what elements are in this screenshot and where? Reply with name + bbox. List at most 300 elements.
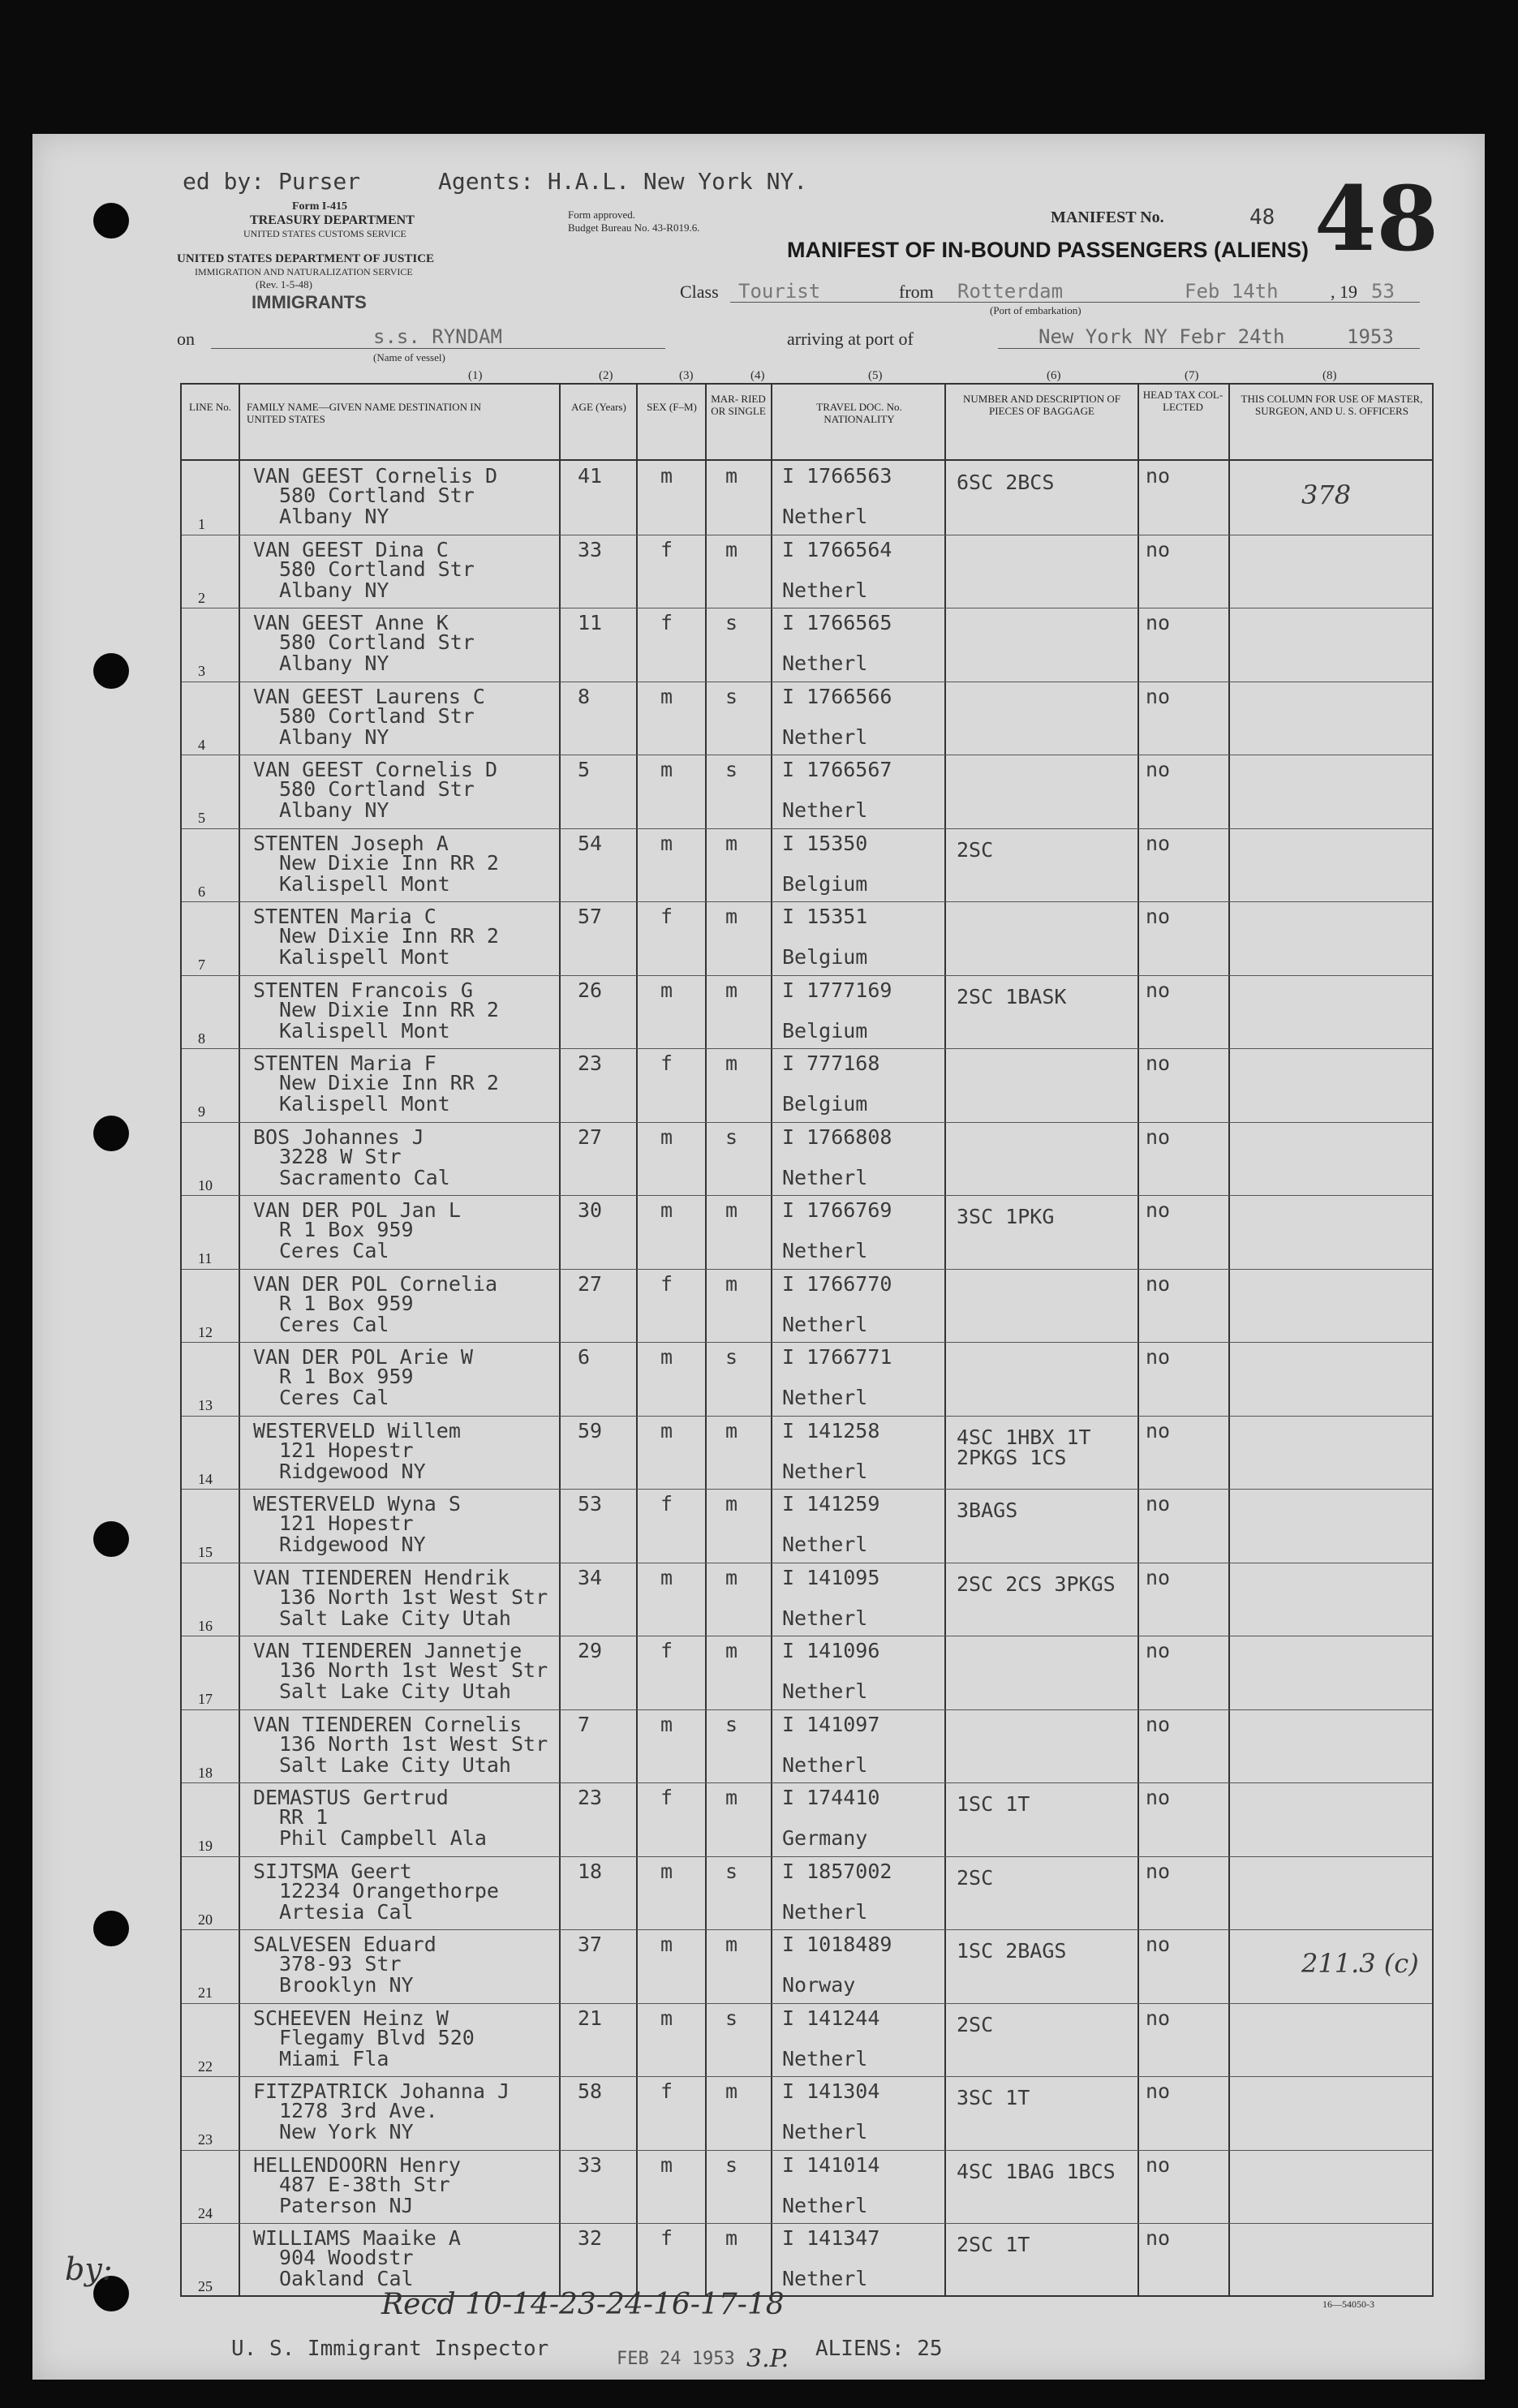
cell-nat: Netherl [782,578,868,602]
cell-doc: I 141097 [782,1712,880,1736]
table-row [182,2003,1432,2076]
cell-bag: 6SC 2BCS [957,471,1055,494]
table-row [182,2223,1432,2296]
line-number: 1 [198,516,205,532]
cell-nat: Netherl [782,725,868,749]
table-row [182,901,1432,974]
cell-tax: no [1146,1124,1171,1149]
cell-addr2: Albany NY [279,651,389,675]
line-number: 8 [198,1030,205,1047]
cell-addr1: 1278 3rd Ave. [279,2099,438,2122]
cell-addr1: 580 Cortland Str [279,703,475,728]
cell-tax: no [1146,1198,1171,1222]
cell-name: FITZPATRICK Johanna J [253,2079,510,2103]
col-baggage: NUMBER AND DESCRIPTION OF PIECES OF BAGGAGE [963,393,1120,417]
cell-bag: 4SC 1BAG 1BCS [957,2159,1116,2183]
cell-age: 41 [578,464,603,488]
table-row [182,1929,1432,2002]
cell-bag: 2SC 1T [957,2233,1030,2256]
cell-doc: I 15351 [782,905,868,928]
cell-age: 18 [578,1859,603,1883]
line-number: 16 [198,1617,213,1634]
cell-age: 34 [578,1565,603,1589]
manifest-no-typed: 48 [1249,205,1275,230]
table-row [182,682,1432,755]
line-number: 25 [198,2278,213,2294]
cell-age: 54 [578,831,603,855]
cell-doc: I 141347 [782,2226,880,2250]
cell-tax: no [1146,1345,1171,1369]
cell-age: 29 [578,1639,603,1662]
aliens-count: ALIENS: 25 [815,2337,943,2361]
cell-doc: I 1777169 [782,978,892,1002]
cell-ms: s [725,1345,738,1369]
col-officers: THIS COLUMN FOR USE OF MASTER, SURGEON, AND U. S. OFFICERS [1241,393,1423,417]
cell-name: HELLENDOORN Henry [253,2152,461,2177]
cell-addr2: Ridgewood NY [279,1533,426,1556]
cell-sex: m [660,1565,673,1589]
cell-ms: m [725,2079,738,2103]
cell-doc: I 174410 [782,1786,880,1809]
cell-addr1: R 1 Box 959 [279,1291,414,1315]
cell-ms: m [725,464,738,488]
embark-year: 53 [1371,280,1395,303]
cell-nat: Belgium [782,1018,868,1043]
cell-sex: f [660,537,673,561]
arrival-underline [998,348,1420,349]
cell-tax: no [1146,1933,1171,1956]
cell-note: 378 [1301,479,1352,510]
cell-name: VAN GEEST Dina C [253,537,449,561]
cell-nat: Belgium [782,945,868,969]
cell-bag: 3BAGS [957,1499,1018,1522]
col-sex: SEX (F–M) [647,401,697,413]
cell-addr1: R 1 Box 959 [279,1365,414,1388]
handled-by: ed by: Purser [183,168,361,195]
table-row [182,828,1432,901]
cell-sex: m [660,978,673,1002]
line-number: 10 [198,1176,213,1193]
cell-addr1: New Dixie Inn RR 2 [279,1071,499,1094]
cell-doc: I 141244 [782,2006,880,2030]
cell-name: SCHEEVEN Heinz W [253,2006,449,2030]
cell-addr1: 121 Hopestr [279,1438,414,1462]
cell-name: WILLIAMS Maaike A [253,2226,461,2250]
cell-age: 11 [578,611,603,634]
punch-hole [93,1911,129,1946]
cell-name: VAN GEEST Cornelis D [253,464,498,488]
line-number: 13 [198,1397,213,1413]
form-code: 16—54050-3 [1322,2298,1374,2310]
line-number: 22 [198,2058,213,2075]
cell-tax: no [1146,1859,1171,1883]
cell-nat: Belgium [782,1092,868,1116]
cell-doc: I 1766567 [782,758,892,781]
cell-tax: no [1146,2152,1171,2177]
cell-name: VAN DER POL Jan L [253,1198,461,1222]
cell-name: VAN DER POL Arie W [253,1345,473,1369]
line-number: 14 [198,1470,213,1487]
cell-name: VAN GEEST Laurens C [253,684,485,708]
cell-addr2: Artesia Cal [279,1899,414,1924]
date-stamp: FEB 24 1953 [617,2349,735,2369]
form-number: Form I-415 [292,200,348,213]
cell-addr1: 3228 W Str [279,1144,402,1168]
year-prefix: , 19 [1331,282,1357,302]
cell-doc: I 1766566 [782,684,892,708]
budget-bureau: Budget Bureau No. 43-R019.6. [568,221,700,234]
treasury-dept: TREASURY DEPARTMENT [250,213,415,227]
cell-addr2: Albany NY [279,725,389,749]
cell-ms: m [725,1051,738,1075]
cell-age: 23 [578,1051,603,1075]
cell-addr1: 904 Woodstr [279,2246,414,2269]
revision: (Rev. 1-5-48) [256,278,312,290]
col-name: FAMILY NAME—GIVEN NAME DESTINATION IN UNITED STATES [247,401,482,425]
cell-tax: no [1146,2079,1171,2103]
table-row [182,608,1432,681]
cell-nat: Netherl [782,651,868,675]
line-number: 21 [198,1984,213,2001]
cell-ms: m [725,1198,738,1222]
line-number: 17 [198,1691,213,1707]
cell-ms: s [725,1712,738,1736]
arriving-label: arriving at port of [787,329,914,349]
cell-addr2: Ceres Cal [279,1239,389,1262]
cell-sex: f [660,1051,673,1075]
cell-addr1: New Dixie Inn RR 2 [279,997,499,1021]
cell-sex: m [660,1712,673,1736]
cell-doc: I 1766769 [782,1198,892,1222]
cell-bag: 2SC [957,837,994,862]
cell-name: DEMASTUS Gertrud [253,1786,449,1809]
arrival-year: 1953 [1347,325,1394,348]
cell-doc: I 141014 [782,2152,880,2177]
line-number: 12 [198,1323,213,1340]
cell-ms: m [725,1492,738,1516]
cell-nat: Norway [782,1973,856,1997]
cell-name: WESTERVELD Willem [253,1418,461,1443]
cell-addr2: Paterson NJ [279,2193,414,2217]
col-number: (7) [1185,369,1199,382]
cell-sex: m [660,1124,673,1149]
col-travel-doc: TRAVEL DOC. No. NATIONALITY [816,401,902,425]
table-row [182,1195,1432,1268]
cell-sex: f [660,1639,673,1662]
cell-age: 53 [578,1492,603,1516]
cell-nat: Netherl [782,798,868,822]
cell-addr2: Ceres Cal [279,1386,389,1409]
cell-addr2: Salt Lake City Utah [279,1679,511,1703]
cell-doc: I 141096 [782,1639,880,1662]
cell-sex: f [660,611,673,634]
cell-name: VAN TIENDEREN Jannetje [253,1639,522,1662]
cell-addr2: Salt Lake City Utah [279,1606,511,1630]
cell-name: BOS Johannes J [253,1124,424,1149]
cell-age: 37 [578,1933,603,1956]
cell-ms: s [725,611,738,634]
cell-name: VAN TIENDEREN Hendrik [253,1565,510,1589]
cell-tax: no [1146,2226,1171,2250]
cell-ms: s [725,1859,738,1883]
cell-name: VAN GEEST Cornelis D [253,758,498,781]
col-number: (6) [1047,369,1061,382]
cell-addr2: Sacramento Cal [279,1165,450,1189]
cell-tax: no [1146,464,1171,488]
col-age: AGE (Years) [571,401,626,413]
from-label: from [899,282,934,302]
line-number: 5 [198,810,205,826]
cell-ms: m [725,1565,738,1589]
cell-tax: no [1146,1492,1171,1516]
cell-addr2: Miami Fla [279,2046,389,2070]
table-row [182,755,1432,828]
line-number: 15 [198,1544,213,1560]
cell-nat: Netherl [782,1239,868,1262]
cell-nat: Netherl [782,2046,868,2070]
cell-age: 59 [578,1418,603,1443]
table-row [182,975,1432,1048]
cell-doc: I 1766564 [782,537,892,561]
cell-bag: 2SC [957,1865,994,1890]
cell-addr2: New York NY [279,2120,414,2144]
handwritten-margin-note: by: [65,2251,113,2287]
cell-note: 211.3 (c) [1301,1948,1419,1979]
punch-hole [93,203,129,239]
embark-date: Feb 14th [1185,280,1279,303]
class-value: Tourist [738,280,821,303]
cell-nat: Netherl [782,1459,868,1483]
cell-name: STENTEN Joseph A [253,831,449,855]
agents: Agents: H.A.L. New York NY. [438,168,808,195]
cell-name: SALVESEN Eduard [253,1933,436,1956]
table-row [182,2076,1432,2149]
line-number: 2 [198,589,205,606]
cell-addr2: Brooklyn NY [279,1973,414,1997]
table-row [182,535,1432,608]
cell-ms: m [725,1418,738,1443]
cell-bag: 3SC 1PKG [957,1205,1055,1228]
cell-addr1: 136 North 1st West Str [279,1585,548,1609]
cell-nat: Netherl [782,2120,868,2144]
cell-doc: I 1766808 [782,1124,892,1149]
cell-sex: m [660,464,673,488]
table-row [182,1342,1432,1415]
cell-name: STENTEN Maria F [253,1051,436,1075]
cell-doc: I 1766565 [782,611,892,634]
cell-tax: no [1146,684,1171,708]
cell-addr1: New Dixie Inn RR 2 [279,924,499,948]
cell-age: 7 [578,1712,591,1736]
port-caption: (Port of embarkation) [990,304,1082,316]
manifest-no-handwritten: 48 [1314,166,1439,271]
manifest-no-label: MANIFEST No. [1051,209,1164,226]
cell-name: STENTEN Maria C [253,905,436,928]
cell-addr1: 580 Cortland Str [279,484,475,507]
cell-ms: m [725,1786,738,1809]
cell-addr1: 136 North 1st West Str [279,1658,548,1682]
cell-tax: no [1146,611,1171,634]
punch-hole [93,653,129,689]
line-number: 19 [198,1838,213,1854]
cell-age: 32 [578,2226,603,2250]
cell-sex: m [660,1933,673,1956]
cell-tax: no [1146,537,1171,561]
cell-name: VAN DER POL Cornelia [253,1271,498,1296]
immigrants-stamp: IMMIGRANTS [252,292,367,312]
cell-nat: Netherl [782,1312,868,1336]
line-number: 20 [198,1911,213,1928]
cell-tax: no [1146,1639,1171,1662]
cell-ms: m [725,1933,738,1956]
cell-nat: Netherl [782,1899,868,1924]
cell-name: VAN GEEST Anne K [253,611,449,634]
cell-nat: Netherl [782,2193,868,2217]
cell-ms: m [725,978,738,1002]
cell-ms: m [725,1271,738,1296]
on-label: on [177,329,195,349]
table-row [182,1489,1432,1562]
col-number: (5) [868,369,883,382]
justice-dept: UNITED STATES DEPARTMENT OF JUSTICE [177,252,435,265]
cell-doc: I 141095 [782,1565,880,1589]
cell-bag: 1SC 2BAGS [957,1939,1067,1963]
cell-nat: Belgium [782,871,868,896]
cell-doc: I 1766770 [782,1271,892,1296]
inspector-label: U. S. Immigrant Inspector [231,2337,549,2361]
table-row [182,461,1432,534]
col-number: (3) [679,369,694,382]
cell-addr1: 136 North 1st West Str [279,1731,548,1756]
cell-ms: m [725,537,738,561]
line-number: 11 [198,1250,213,1266]
manifest-title: MANIFEST OF IN-BOUND PASSENGERS (ALIENS) [787,238,1309,262]
cell-sex: m [660,1345,673,1369]
cell-addr2: Kalispell Mont [279,871,450,896]
cell-addr2: Kalispell Mont [279,1092,450,1116]
cell-addr2: Albany NY [279,578,389,602]
cell-age: 5 [578,758,591,781]
cell-ms: s [725,758,738,781]
cell-bag: 3SC 1T [957,2086,1030,2109]
cell-tax: no [1146,1712,1171,1736]
cell-doc: I 15350 [782,831,868,855]
cell-age: 21 [578,2006,603,2030]
handwritten-initials: 3.P. [746,2345,789,2373]
cell-age: 30 [578,1198,603,1222]
cell-addr2: Kalispell Mont [279,1018,450,1043]
cell-age: 27 [578,1271,603,1296]
cell-doc: I 777168 [782,1051,880,1075]
cell-ms: s [725,2152,738,2177]
cell-tax: no [1146,1418,1171,1443]
cell-nat: Netherl [782,1606,868,1630]
table-row [182,1782,1432,1855]
cell-age: 8 [578,684,591,708]
cell-age: 58 [578,2079,603,2103]
manifest-sheet [32,134,1485,2380]
class-label: Class [680,282,719,302]
cell-tax: no [1146,1786,1171,1809]
vessel-underline [211,348,665,349]
cell-sex: f [660,2226,673,2250]
cell-age: 23 [578,1786,603,1809]
ins-label: IMMIGRATION AND NATURALIZATION SERVICE [195,266,413,277]
cell-name: SIJTSMA Geert [253,1859,412,1883]
passenger-table [180,383,1434,2297]
cell-sex: m [660,2006,673,2030]
cell-tax: no [1146,2006,1171,2030]
cell-sex: m [660,1198,673,1222]
cell-tax: no [1146,758,1171,781]
cell-age: 33 [578,537,603,561]
cell-addr2: Salt Lake City Utah [279,1752,511,1777]
cell-addr1: 12234 Orangethorpe [279,1878,499,1903]
cell-doc: I 1018489 [782,1933,892,1956]
cell-sex: f [660,905,673,928]
cell-doc: I 1766771 [782,1345,892,1369]
table-row [182,1122,1432,1195]
cell-nat: Netherl [782,1386,868,1409]
cell-addr1: New Dixie Inn RR 2 [279,850,499,875]
cell-ms: s [725,684,738,708]
cell-age: 6 [578,1345,591,1369]
table-row [182,1048,1432,1121]
table-row [182,1563,1432,1636]
col-number: (1) [468,369,483,382]
cell-addr1: 121 Hopestr [279,1511,414,1535]
cell-ms: s [725,2006,738,2030]
cell-sex: m [660,758,673,781]
arrival-port: New York NY Febr 24th [1039,325,1285,348]
cell-addr2: Ceres Cal [279,1312,389,1336]
cell-ms: m [725,1639,738,1662]
cell-nat: Netherl [782,1533,868,1556]
class-underline [730,302,1420,303]
cell-nat: Germany [782,1826,868,1850]
cell-name: VAN TIENDEREN Cornelis [253,1712,522,1736]
cell-bag: 4SC 1HBX 1T 2PKGS 1CS [957,1425,1091,1469]
cell-doc: I 1857002 [782,1859,892,1883]
cell-doc: I 1766563 [782,464,892,488]
cell-nat: Netherl [782,505,868,528]
table-row [182,1269,1432,1342]
line-number: 3 [198,663,205,679]
cell-bag: 2SC [957,2012,994,2036]
cell-addr2: Albany NY [279,798,389,822]
col-number: (4) [750,369,765,382]
cell-ms: m [725,2226,738,2250]
cell-doc: I 141258 [782,1418,880,1443]
cell-bag: 2SC 2CS 3PKGS [957,1572,1116,1596]
col-married: MAR- RIED OR SINGLE [711,393,766,417]
cell-sex: m [660,1418,673,1443]
cell-addr2: Oakland Cal [279,2267,414,2290]
cell-nat: Netherl [782,1752,868,1777]
cell-bag: 1SC 1T [957,1792,1030,1816]
cell-tax: no [1146,1565,1171,1589]
cell-addr1: 580 Cortland Str [279,777,475,801]
cell-addr2: Kalispell Mont [279,945,450,969]
cell-sex: f [660,2079,673,2103]
cell-tax: no [1146,1271,1171,1296]
cell-doc: I 141259 [782,1492,880,1516]
cell-name: STENTEN Francois G [253,978,473,1002]
cell-ms: s [725,1124,738,1149]
line-number: 18 [198,1764,213,1781]
cell-addr1: 580 Cortland Str [279,557,475,581]
cell-nat: Netherl [782,1679,868,1703]
